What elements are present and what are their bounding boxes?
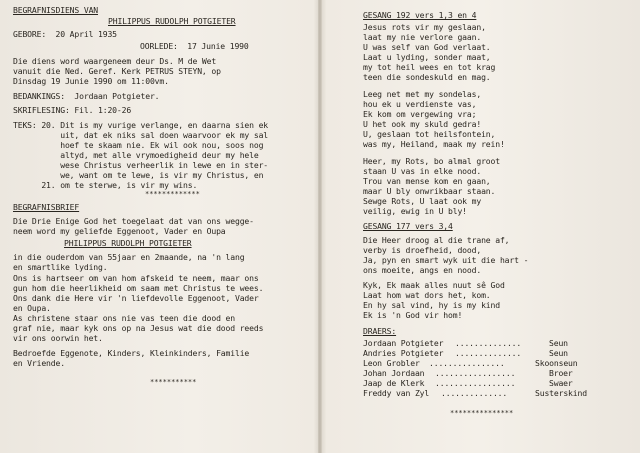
hymn-line: Jesus rots vir my geslaan, [363, 22, 486, 32]
service-line: Die diens word waargeneem deur Ds. M de Wet [13, 56, 217, 66]
service-line: Dinsdag 19 Junie 1990 om 11:00vm. [13, 76, 169, 86]
body-line: graf nie, maar kyk ons op na Jesus wat die dood reeds [13, 323, 264, 333]
separator-stars: *********** [150, 378, 197, 386]
leader-dots: ................. [435, 369, 516, 378]
bearer-name: Freddy van Zyl [363, 388, 430, 398]
leader-dots: .............. [455, 339, 522, 348]
death-date: OORLEDE: 17 Junie 1990 [140, 41, 249, 51]
bearer-role: Skoonseun [535, 358, 578, 368]
hymn-line: hou ek u verdienste vas, [363, 99, 477, 109]
bearer-row [363, 388, 587, 398]
leader-dots: ................. [435, 379, 516, 388]
hymn-line: veilig, ewig in U bly! [363, 206, 467, 216]
body-line: Ons is hartseer om van hom afskeid te neem, maar ons [13, 273, 259, 283]
bearer-row [363, 358, 578, 368]
body-line: vir ons oorwin het. [13, 333, 103, 343]
left-page [0, 0, 318, 453]
hymn-line: U het ook my skuld gedra! [363, 119, 482, 129]
hymn-line: Ja, pyn en smart wyk uit die hart - [363, 255, 529, 265]
hymn-line: verby is droefheid, dood, [363, 245, 482, 255]
service-line: vanuit die Ned. Geref. Kerk PETRUS STEYN, op [13, 66, 221, 76]
letter-line: Die Drie Enige God het toegelaat dat van ons wegge- [13, 216, 254, 226]
text-line: 21. om te sterwe, is vir my wins. [13, 180, 198, 190]
hymn-line: was my, Heiland, maak my rein! [363, 139, 505, 149]
separator-stars: *************** [450, 409, 514, 417]
hymn2-title: GESANG 177 vers 3,4 [363, 221, 453, 231]
bearer-row [363, 378, 573, 388]
hymn-line: teen die sondeskuld en mag. [363, 72, 491, 82]
bearer-role: Seun [549, 348, 568, 358]
bearer-row [363, 368, 573, 378]
service-header: BEGRAFNISDIENS VAN [13, 5, 99, 15]
body-line: en Oupa. [13, 303, 51, 313]
bearers-title: DRAERS: [363, 326, 397, 336]
text-line: hoef te skaam nie. Ek wil ook nou, soos nog [13, 140, 264, 150]
hymn-line: U was self van God verlaat. [363, 42, 491, 52]
bearer-name: Leon Grobler [363, 358, 420, 368]
text-line: TEKS: 20. Dit is my vurige verlange, en daarna sien ek [13, 120, 269, 130]
body-line: As christene staar ons nie vas teen die dood en [13, 313, 235, 323]
leader-dots: .............. [441, 389, 508, 398]
hymn-line: Sewge Rots, U laat ook my [363, 196, 482, 206]
leader-dots: .............. [455, 349, 522, 358]
bearer-role: Swaer [549, 378, 573, 388]
body-line: Ons dank die Here vir 'n liefdevolle Eggenoot, Vader [13, 293, 259, 303]
hymn-line: staan U vas in elke nood. [363, 166, 482, 176]
letter-header: BEGRAFNISBRIEF [13, 202, 80, 212]
bearer-role: Broer [549, 368, 573, 378]
hymn-line: U, geslaan tot heilsfontein, [363, 129, 496, 139]
thanks-line: BEDANKINGS: Jordaan Potgieter. [13, 91, 160, 101]
bearer-name: Johan Jordaan [363, 368, 425, 378]
hymn-line: laat my nie verlore gaan. [363, 32, 482, 42]
deceased-name: PHILIPPUS RUDOLPH POTGIETER [108, 16, 236, 26]
text-line: we, want om te lewe, is vir my Christus, en [13, 170, 264, 180]
text-line: uit, dat ek niks sal doen waarvoor ek my sal [13, 130, 269, 140]
body-line: gun hom die heerlikheid om saam met Christus te wees. [13, 283, 264, 293]
hymn-line: Laat u lyding, sonder maat, [363, 52, 491, 62]
letter-line: neem word my geliefde Eggenoot, Vader en Oupa [13, 226, 226, 236]
hymn1-title: GESANG 192 vers 1,3 en 4 [363, 10, 477, 20]
hymn-line: Leeg net met my sondelas, [363, 89, 482, 99]
separator-stars: ************* [145, 190, 200, 198]
hymn-line: Heer, my Rots, bo almal groot [363, 156, 500, 166]
hymn-line: Die Heer droog al die trane af, [363, 235, 510, 245]
hymn-line: Trou van mense kom en gaan, [363, 176, 491, 186]
birth-date: GEBORE: 20 April 1935 [13, 29, 117, 39]
scripture-reading: SKRIFLESING: Fil. 1:20-26 [13, 105, 132, 115]
bearer-name: Jaap de Klerk [363, 378, 425, 388]
bearer-name: Jordaan Potgieter [363, 338, 444, 348]
body-line: in die ouderdom van 55jaar en 2maande, na 'n lang [13, 252, 245, 262]
hymn-line: Ek kom om vergewing vra; [363, 109, 477, 119]
text-line: wese Christus verheerlik in lewe en in ster- [13, 160, 269, 170]
deceased-name-2: PHILIPPUS RUDOLPH POTGIETER [64, 238, 192, 248]
bearer-name: Andries Potgieter [363, 348, 444, 358]
hymn-line: maar U bly onwrikbaar staan. [363, 186, 496, 196]
right-page [322, 0, 640, 453]
hymn-line: ons moeite, angs en nood. [363, 265, 482, 275]
bearer-role: Susterskind [535, 388, 587, 398]
hymn-line: Laat hom wat dors het, kom. [363, 290, 491, 300]
bearer-row [363, 348, 568, 358]
mourners-line: Bedroefde Eggenote, Kinders, Kleinkinders, Familie [13, 348, 250, 358]
hymn-line: Kyk, Ek maak alles nuut sê God [363, 280, 505, 290]
text-line: altyd, met alle vrymoedigheid deur my hele [13, 150, 259, 160]
body-line: en smartlike lyding. [13, 262, 108, 272]
mourners-line: en Vriende. [13, 358, 65, 368]
bearer-row [363, 338, 568, 348]
hymn-line: my tot heil wees en tot krag [363, 62, 496, 72]
bearer-role: Seun [549, 338, 568, 348]
hymn-line: En hy sal vind, hy is my kind [363, 300, 500, 310]
leader-dots: ................ [429, 359, 505, 368]
hymn-line: Ek is 'n God vir hom! [363, 310, 463, 320]
